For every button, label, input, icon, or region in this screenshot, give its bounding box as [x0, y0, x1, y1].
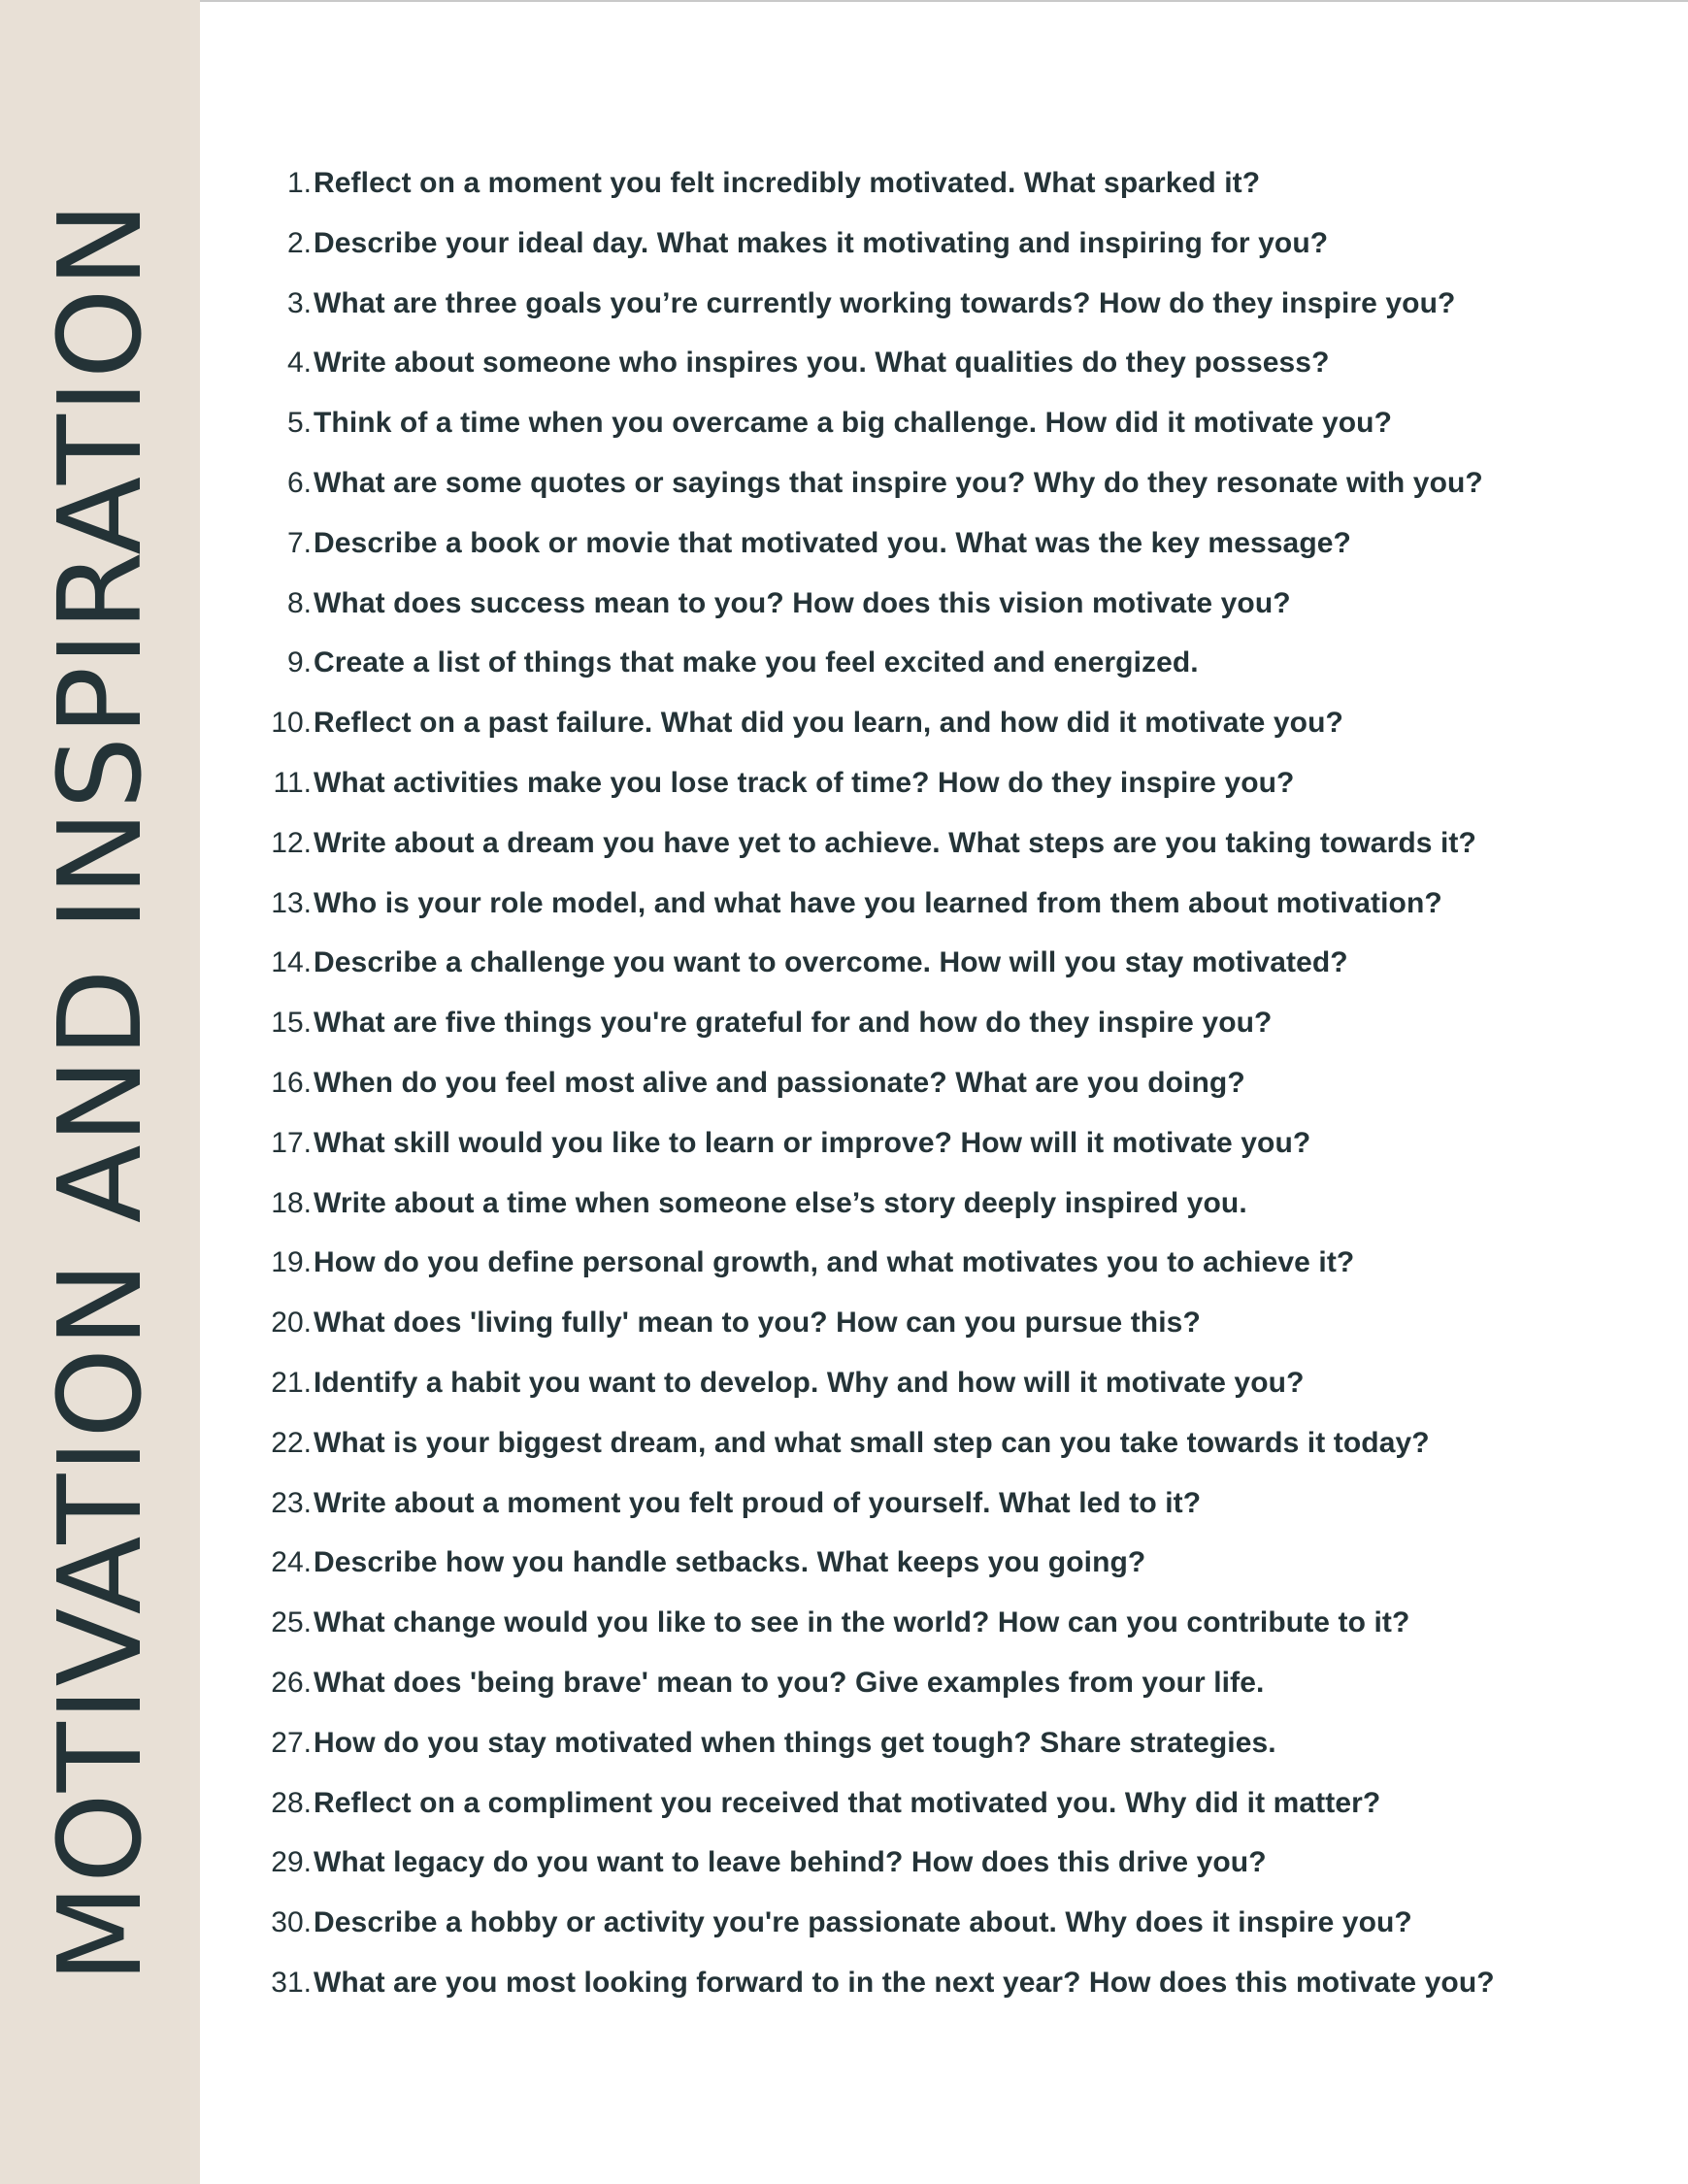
prompt-text: Describe how you handle setbacks. What keeps you going? [314, 1546, 1146, 1579]
prompt-item [262, 1367, 1640, 1427]
prompt-text: What does success mean to you? How does this vision motivate you? [314, 586, 1291, 619]
prompt-number: 5. [286, 407, 312, 440]
prompt-text: What are five things you're grateful for and how do they inspire you? [314, 1007, 1273, 1040]
prompt-item [262, 646, 1640, 707]
prompt-text: When do you feel most alive and passionate? What are you doing? [314, 1066, 1245, 1099]
prompt-text: Describe your ideal day. What makes it motivating and inspiring for you? [314, 226, 1329, 259]
prompt-number: 19. [271, 1246, 312, 1279]
prompt-text: Create a list of things that make you feel excited and energized. [314, 646, 1199, 679]
prompt-text: What is your biggest dream, and what small step can you take towards it today? [314, 1426, 1430, 1459]
prompt-item [262, 1846, 1640, 1906]
prompt-text: Write about a time when someone else’s story deeply inspired you. [314, 1186, 1247, 1219]
prompt-number: 22. [271, 1426, 312, 1459]
prompt-item [262, 767, 1640, 827]
prompt-item [262, 946, 1640, 1007]
prompt-number: 6. [286, 466, 312, 499]
prompt-item [262, 167, 1640, 227]
prompt-text: How do you define personal growth, and what motivates you to achieve it? [314, 1246, 1355, 1279]
prompt-item [262, 1906, 1640, 1967]
prompt-item [262, 707, 1640, 767]
prompt-number: 13. [271, 886, 312, 919]
prompt-text: What skill would you like to learn or improve? How will it motivate you? [314, 1126, 1311, 1159]
prompt-number: 29. [271, 1846, 312, 1879]
prompt-text: Reflect on a moment you felt incredibly motivated. What sparked it? [314, 167, 1261, 199]
prompt-list [262, 167, 1640, 2027]
prompt-number: 31. [271, 1966, 312, 1999]
prompt-number: 9. [286, 646, 312, 679]
prompt-text: Reflect on a past failure. What did you learn, and how did it motivate you? [314, 707, 1343, 740]
prompt-number: 28. [271, 1786, 312, 1819]
prompt-text: What legacy do you want to leave behind? How does this drive you? [314, 1846, 1267, 1879]
prompt-text: Reflect on a compliment you received that motivated you. Why did it matter? [314, 1786, 1381, 1819]
top-rule [0, 0, 1688, 2]
prompt-number: 26. [271, 1666, 312, 1699]
prompt-item [262, 347, 1640, 407]
prompt-item [262, 1007, 1640, 1067]
prompt-item [262, 1487, 1640, 1547]
prompt-text: What does 'being brave' mean to you? Give examples from your life. [314, 1666, 1265, 1699]
prompt-number: 20. [271, 1307, 312, 1340]
prompt-number: 14. [271, 946, 312, 979]
prompt-number: 30. [271, 1906, 312, 1939]
prompt-number: 2. [286, 226, 312, 259]
prompt-number: 21. [271, 1366, 312, 1399]
prompt-number: 7. [286, 526, 312, 559]
prompt-item [262, 407, 1640, 467]
prompt-item [262, 527, 1640, 587]
prompt-item [262, 1127, 1640, 1187]
prompt-number: 17. [271, 1126, 312, 1159]
prompt-text: Describe a book or movie that motivated you. What was the key message? [314, 526, 1351, 559]
prompt-item [262, 1667, 1640, 1727]
prompt-number: 24. [271, 1546, 312, 1579]
prompt-text: Describe a hobby or activity you're passionate about. Why does it inspire you? [314, 1906, 1412, 1939]
prompt-item [262, 1307, 1640, 1367]
prompt-item [262, 587, 1640, 647]
prompt-item [262, 1067, 1640, 1127]
prompt-item [262, 1967, 1640, 2027]
prompt-number: 23. [271, 1486, 312, 1519]
prompt-text: Who is your role model, and what have you learned from them about motivation? [314, 886, 1442, 919]
prompt-text: How do you stay motivated when things get tough? Share strategies. [314, 1726, 1276, 1759]
prompt-item [262, 1246, 1640, 1307]
prompt-number: 4. [286, 347, 312, 380]
prompt-item [262, 1787, 1640, 1847]
prompt-number: 18. [271, 1186, 312, 1219]
prompt-number: 1. [286, 167, 312, 199]
prompt-item [262, 287, 1640, 347]
prompt-item [262, 467, 1640, 527]
prompt-item [262, 1727, 1640, 1787]
prompt-number: 11. [273, 766, 312, 799]
page-title: MOTIVATION AND INSPIRATION [33, 201, 167, 1983]
prompt-text: Write about a moment you felt proud of yourself. What led to it? [314, 1486, 1202, 1519]
prompt-text: Write about someone who inspires you. What qualities do they possess? [314, 347, 1330, 380]
prompt-text: Think of a time when you overcame a big challenge. How did it motivate you? [314, 407, 1393, 440]
prompt-number: 27. [271, 1726, 312, 1759]
prompt-item [262, 227, 1640, 287]
prompt-text: Write about a dream you have yet to achieve. What steps are you taking towards it? [314, 826, 1476, 859]
prompt-item [262, 1546, 1640, 1606]
prompt-text: What are you most looking forward to in the next year? How does this motivate you? [314, 1966, 1495, 1999]
prompt-item [262, 1187, 1640, 1247]
prompt-number: 12. [271, 826, 312, 859]
prompt-item [262, 1427, 1640, 1487]
sidebar-band [0, 0, 200, 2184]
prompt-number: 15. [271, 1007, 312, 1040]
prompt-text: What change would you like to see in the world? How can you contribute to it? [314, 1606, 1410, 1639]
prompt-text: What activities make you lose track of time? How do they inspire you? [314, 766, 1295, 799]
prompt-text: What are three goals you’re currently working towards? How do they inspire you? [314, 286, 1456, 319]
prompt-item [262, 827, 1640, 887]
prompt-number: 8. [286, 586, 312, 619]
prompt-text: What does 'living fully' mean to you? How can you pursue this? [314, 1307, 1201, 1340]
prompt-number: 16. [271, 1066, 312, 1099]
prompt-text: What are some quotes or sayings that inspire you? Why do they resonate with you? [314, 466, 1483, 499]
prompt-item [262, 1606, 1640, 1667]
prompt-item [262, 887, 1640, 947]
prompt-number: 25. [271, 1606, 312, 1639]
prompt-number: 3. [286, 286, 312, 319]
prompt-number: 10. [271, 707, 312, 740]
prompt-text: Identify a habit you want to develop. Why and how will it motivate you? [314, 1366, 1305, 1399]
prompt-text: Describe a challenge you want to overcome. How will you stay motivated? [314, 946, 1348, 979]
